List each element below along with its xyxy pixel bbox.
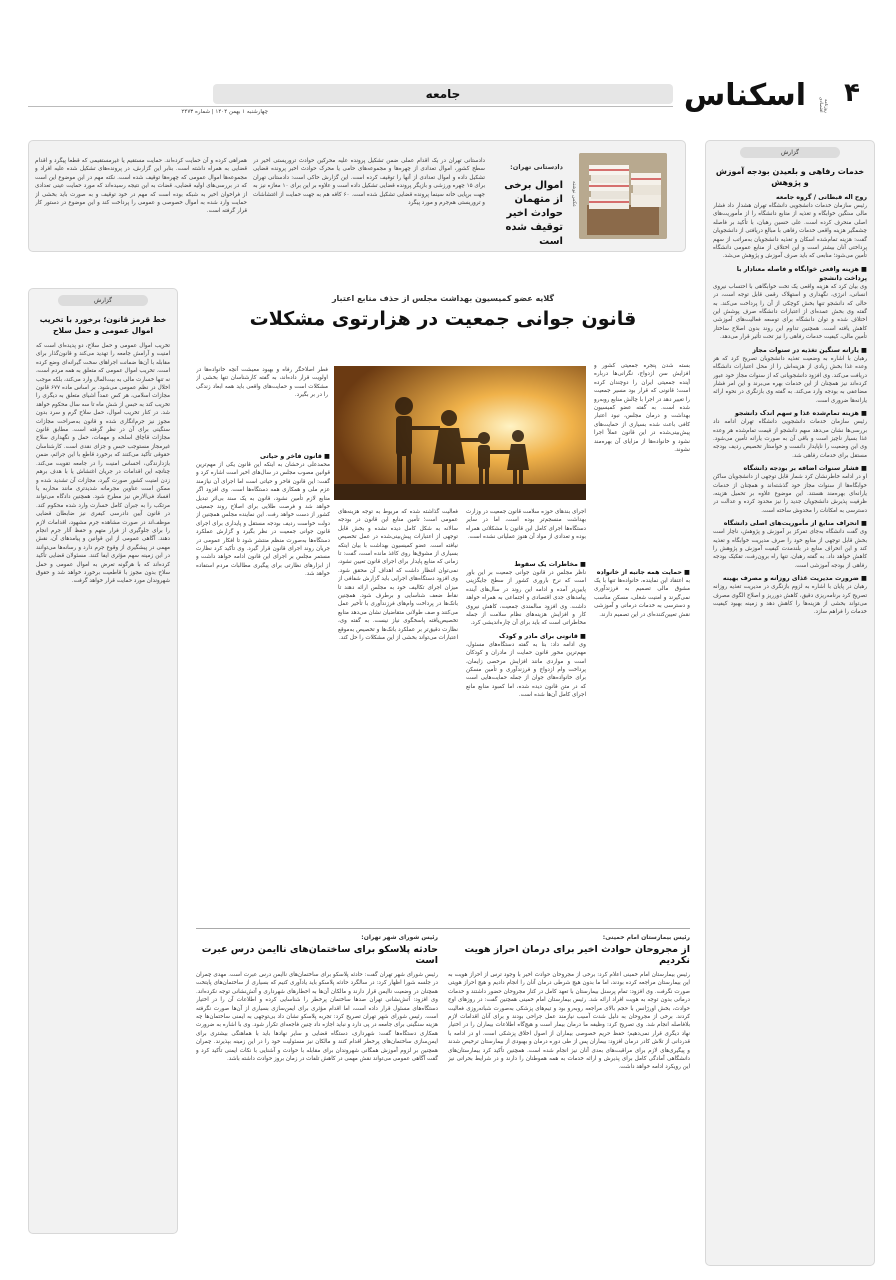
main-kicker: گلایه عضو کمیسیون بهداشت مجلس از حذف منابع اعتبار [331,294,555,303]
section-name [213,84,673,104]
left-article-sections [713,265,867,617]
main-col-b: فعالیت گذاشته شده که مربوط به توجه هزینه‌های عمومی است؛ تأمین منابع این قانون در بودجه سالانه به شکل کامل دیده نشده و بخش قابل توجهی از اعتبارات پیش‌بینی‌شده در عمل تخصیص نیافته است. عضو کمیسیون بهداشت با بیان اینکه بسیاری از مشوق‌ها روی کاغذ مانده است، گفت: تا زمانی که منابع پایدار برای اجرای قانون تعیین نشود، نمی‌توان انتظار داشت که اهداف آن محقق شود. وی افزود دستگاه‌های اجرایی باید گزارش شفافی از میزان اجرای تکالیف خود به مجلس ارائه دهند تا نقاط ضعف شناسایی و برطرف شود. همچنین بانک‌ها در پرداخت وام‌های فرزندآوری با تأخیر عمل می‌کنند و صف طولانی متقاضیان نشان می‌دهد منابع تخصیص‌یافته پاسخگوی نیاز نیست. به گفته وی، نظارت دقیق‌تر بر عملکرد بانک‌ها و تخصیص به‌موقع اعتبارات می‌تواند بخشی از این مشکلات را حل کند. [338,509,458,642]
header-rule [28,106,673,107]
top-story-col1: دادستانی تهران در یک اقدام عملی ضمن تشکیل پرونده علیه محرکین حوادث تروریستی اخیر در سطح کشور، اموال تعدادی از چهره‌ها و مجموعه‌های حامی یا محرک حوادث اخیر پرونده قضایی تشکیل داده و اموال تعدادی از آنها را توقیف کرده است. این گزارش حاکی است: دادستانی تهران برای ۱۵ چهره ورزشی و بازیگر پرونده قضایی تشکیل داده است و علاوه بر این برای ۱۰ مغازه نیز به جهت برپایی خانه سینما پرونده قضایی تشکیل شده است. ۶۰ کافه هم به جهت حمایت از اغتشاشات و تروریستی هم‌جرم و مورد پیگرد [253,158,485,207]
right-article-body: تخریب اموال عمومی و حمل سلاح، دو پدیده‌ای است که امنیت و آرامش جامعه را تهدید می‌کند و قانون‌گذار برای مقابله با آن‌ها ضمانت اجراهای سخت گیرانه‌ای وضع کرده است. تخریب اموال عمومی که متعلق به همه مردم است، نه تنها خسارت مالی به بیت‌المال وارد می‌کند، بلکه موجب اخلال در نظم عمومی می‌شود. بر اساس ماده ۶۷۷ قانون مجازات اسلامی، هر کس عمداً اشیای متعلق به دیگری را تخریب کند به حبس از شش ماه تا سه سال محکوم خواهد شد. در کنار تخریب اموال، حمل سلاح گرم و سرد بدون مجوز نیز جرم‌انگاری شده و قانون به‌صراحت مجازات سنگینی برای آن در نظر گرفته است. مطابق قانون مجازات قاچاق اسلحه و مهمات، حمل و نگهداری سلاح غیرمجاز مستوجب حبس و جزای نقدی است. کارشناسان حقوقی تأکید می‌کنند که برخورد قاطع با این جرائم، ضمن بازدارندگی، احساس امنیت را در جامعه تقویت می‌کند. چنانچه این اقدامات در جریان اغتشاش یا با هدف برهم زدن امنیت کشور صورت گیرد، مجازات آن تشدید شده و ممکن است عناوین مجرمانه شدیدتری مانند محاربه یا افساد فی‌الارض نیز مطرح شود. همچنین دادگاه می‌تواند مرتکب را به جبران کامل خسارت وارد شده محکوم کند. در قانون آیین دادرسی کیفری نیز ضابطان قضایی موظف‌اند در صورت مشاهده جرم مشهود، اقدامات لازم را برای جلوگیری از فرار متهم و حفظ آثار جرم انجام دهند. آگاهی عمومی از این قوانین و پیامدهای آن، نقش مهمی در پیشگیری از وقوع جرم دارد و رسانه‌ها می‌توانند در این زمینه سهم مؤثری ایفا کنند. مسئولان قضایی تأکید کرده‌اند که با هرگونه تعرض به اموال عمومی و حمل سلاح بدون مجوز با قاطعیت برخورد خواهد شد و حقوق شهروندان مورد حمایت قرار خواهد گرفت. [36,343,170,585]
section-heading: ■ قانون فاخر و حیاتی [260,453,330,460]
bottom-divider [196,928,690,929]
section-body: ناظر مجلس در قانون جوانی جمعیت بر این باور است که نرخ باروری کشور از سطح جایگزینی پایین‌تر آمده و ادامه این روند در سال‌های آینده پیامدهای جدی اقتصادی و اجتماعی به همراه خواهد داشت. وی افزود سالمندی جمعیت، کاهش نیروی کار و افزایش هزینه‌های نظام سلامت از جمله مخاطراتی است که باید برای آن چاره‌اندیشی کرد. [466,570,586,627]
top-story-col2: همراهی کرده و آن حمایت کرده‌اند. حمایت مستقیم یا غیرمستقیمی که قطعا پیگرد و اقدام قضایی به همراه داشته است. بنابر این گزارش، در پرونده‌های تشکیل شده علیه افراد و مجموعه‌ها اموال عمومی که چهره‌ها توقیف شده است. نکته مهم در این موضوع این است که در بررسی‌های اولیه قضایی، قضات به این نتیجه رسیده‌اند که مورد حمایت عینی تعدادی از فراخوان اخیر به شبکه بوده است که مهم در خود توقیف و به صورت باید بخشی از حمایت وارد شده به اموال خصوصی و عمومی را پرداخت کند و این موضوع در دستور کار قرار گرفته است. [35,158,247,215]
bottom-left-story [448,934,690,1264]
page-number: ۴ [844,78,860,108]
section-body: رهبان با اشاره به وضعیت تغذیه دانشجویان تصریح کرد که هر وعده غذا بخش زیادی از هزینه‌اش را از محل اعتبارات دانشگاه دریافت می‌کند. وی افزود دانشجویانی که از سنوات مجاز خود عبور کرده‌اند نیز همچنان از این خدمات بهره می‌برند و این امر فشار مضاعفی به بودجه وارد می‌کند. به گفته وی بازنگری در نحوه ارائه یارانه‌ها ضروری است. [713,355,867,404]
bottom-right-title: حادثه پلاسکو برای ساختمان‌های ناایمن درس عبرت است [201,944,438,966]
bottom-right-kicker: رئیس شورای شهر تهران: [361,934,438,941]
right-report-label-text: گزارش [93,297,113,304]
top-story-photo [579,153,667,239]
paper-family-image [334,366,586,500]
section-heading: ■ حمایت همه جانبه از خانواده [596,569,690,576]
bottom-right-story [196,934,438,1264]
top-story-panel [28,140,686,252]
main-col-a [466,556,586,891]
top-story-kicker: دادستانی تهران: [510,163,563,171]
section-heading: ■ هزینه واقعی خوابگاه و فاصله معنادار با پرداخت دانشجو [736,265,867,282]
section-body: وی بیان کرد که هزینه واقعی یک تخت خوابگاهی با احتساب نیروی انسانی، انرژی، نگهداری و استهلاک رقمی قابل توجه است، در حالی که دانشجو تنها بخش کوچکی از آن را پرداخت می‌کند. به گفته وی بخش عمده‌ای از اعتبارات دانشگاه صرف پوشش این اختلاف شده و توان دانشگاه برای توسعه فعالیت‌های آموزشی کاهش یافته است. همچنین تداوم این روند بدون اصلاح ساختار تأمین مالی، کیفیت خدمات رفاهی را نیز تحت تأثیر قرار می‌دهد. [713,283,867,341]
top-story-title: اموال برخی از متهمان حوادث اخیر توقیف شده است [504,180,563,247]
right-report-label [58,295,148,306]
right-column-panel [28,288,178,1234]
main-photo [334,366,586,500]
page-header [28,74,868,122]
section-heading: ■ مخاطرات یک سقوط [514,561,586,568]
report-label [740,147,840,158]
section-heading: ■ فشار سنوات اضافه بر بودجه دانشگاه [743,465,867,473]
section-heading: ■ قانونی برای مادر و کودک [499,632,586,640]
bottom-left-body: رئیس بیمارستان امام خمینی اعلام کرد: برخی از مجروحان حوادث اخیر با وجود ترس از احراز هویت به این بیمارستان مراجعه کرده بودند، اما ما بدون هیچ شرطی درمان آنان را انجام دادیم و هیچ احراز هویتی صورت نگرفت. وی افزود: تمام پرسنل بیمارستان با تعهد کامل در کنار مجروحان حضور داشتند و خدمات درمانی بدون توجه به هویت افراد ارائه شد. رئیس بیمارستان امام خمینی همچنین گفت: در روزهای اوج حوادث، بخش اورژانس با حجم بالای مراجعه روبه‌رو بود و تیم‌های پزشکی به‌صورت شبانه‌روزی فعالیت کردند. برخی از مجروحان به دلیل شدت آسیب نیازمند عمل جراحی بودند و برای آنان اقدامات لازم بلافاصله انجام شد. وی تصریح کرد: وظیفه ما درمان بیمار است و هیچ‌گاه اطلاعات بیماران را در اختیار نهاد دیگری قرار نمی‌دهیم؛ حفظ حریم خصوصی بیماران از اصول اخلاق پزشکی است. او در ادامه با قدردانی از تلاش کادر درمان افزود: بیماران پس از طی دوره درمان و بهبودی از بیمارستان ترخیص شدند و پیگیری‌های لازم برای مراقبت‌های بعدی آنان نیز انجام شده است. همچنین تأکید کرد بیمارستان‌های دانشگاهی آمادگی کامل برای پذیرش و ارائه خدمات به همه هموطنان را دارند و در شرایط بحرانی نیز این رویکرد ادامه خواهد داشت. [448,972,690,1071]
section-body: رئیس سازمان خدمات دانشجویی دانشگاه تهران ادامه داد بررسی‌ها نشان می‌دهد سهم دانشجو از قیمت تمام‌شده هر وعده غذا بسیار ناچیز است و باقی آن به صورت یارانه تأمین می‌شود. وی این وضعیت را ناپایدار دانست و خواستار تخصیص ردیف بودجه مستقل برای خدمات رفاهی شد. [713,419,867,459]
section-label: جامعه [425,87,461,101]
left-article-title: خدمات رفاهی و بلعیدن بودجه آموزش و پژوهش [715,167,865,187]
main-lead: بسته شدن پنجره جمعیتی کشور و افزایش سن ازدواج، نگرانی‌ها درباره آینده جمعیتی ایران را دوچندان کرده است؛ قانونی که قرار بود مسیر جمعیت را تغییر دهد در اجرا با چالش منابع روبه‌رو شده است. به گفته عضو کمیسیون بهداشت و درمان مجلس، نبود اعتبار کافی باعث شده بسیاری از حمایت‌های پیش‌بینی‌شده در این قانون عملاً اجرا نشود و خانواده‌ها از مزایای آن بهره‌مند نشوند. [594,363,690,454]
section-heading: ■ ضرورت مدیریت غذای روزانه و مصرف بهینه [722,575,867,583]
section-heading: ■ یارانه سنگین تغذیه در سنوات مجاز [752,346,867,354]
section-body: رهبان در پایان با اشاره به لزوم بازنگری در مدیریت تغذیه روزانه تصریح کرد برنامه‌ریزی دقیق، کاهش دورریز و اصلاح الگوی مصرف می‌تواند بخشی از هزینه‌ها را کاهش دهد و زمینه بهبود کیفیت خدمات را فراهم سازد. [713,584,867,616]
brand-tagline: روزنامه اقتصادی [818,97,828,113]
section-heading: ■ هزینه تمام‌شده غذا و سهم اندک دانشجو [735,410,867,418]
left-article-byline: روح اله قبطانی / گروه جامعه [776,194,867,201]
main-title: قانون جوانی جمعیت در هزارتوی مشکلات [249,308,637,330]
left-column-panel [705,140,875,1266]
section-body: او در ادامه خاطرنشان کرد شمار قابل توجهی از دانشجویان ساکن خوابگاه‌ها از سنوات مجاز خود گذشته‌اند و همچنان از خدمات یارانه‌ای بهره‌مند هستند. این موضوع علاوه بر تحمیل هزینه، ظرفیت پذیرش دانشجویان جدید را نیز محدود کرده و عدالت در دسترسی به امکانات را مخدوش ساخته است. [713,474,867,514]
section-body: وی گفت دانشگاه به‌جای تمرکز بر آموزش و پژوهش، ناچار است بخش قابل توجهی از منابع خود را صرف مدیریت خوابگاه و تغذیه کند و این انحراف منابع در بلندمدت کیفیت آموزش و پژوهش را کاهش خواهد داد. به گفته رهبان، تنها راه برون‌رفت، تفکیک بودجه رفاهی از بودجه آموزشی است. [713,529,867,569]
section-body: محمدعلی درخشان به اینکه این قانون یکی از مهم‌ترین قوانین مصوب مجلس در سال‌های اخیر است اشاره کرد و گفت: این قانون فاخر و حیاتی است اما اجرای آن نیازمند عزم ملی و همکاری همه دستگاه‌ها است. وی افزود اگر منابع لازم تأمین نشود، قانون به یک سند بی‌اثر تبدیل خواهد شد و فرصت طلایی برای اصلاح روند جمعیتی کشور از دست خواهد رفت. این نماینده مجلس همچنین از دولت خواست ردیف بودجه مستقل و پایداری برای اجرای قانون جوانی جمعیت در نظر بگیرد و گزارش عملکرد دستگاه‌ها به‌صورت منظم منتشر شود تا افکار عمومی در جریان روند اجرای قانون قرار گیرد. وی تأکید کرد نظارت مستمر مجلس بر اجرای این قانون ادامه خواهد داشت و از ابزارهای نظارتی برای پیگیری مطالبات مردم استفاده خواهد شد. [196,462,330,578]
section-body: وی ادامه داد: بنا به گفته دستگاه‌های مسئول، مهم‌ترین محور قانون حمایت از مادران و کودکان است و مواردی مانند افزایش مرخصی زایمان، پرداخت وام ازدواج و فرزندآوری و تأمین مسکن برای خانواده‌های جوان از جمله حمایت‌هایی است که در متن قانون دیده شده، اما کمبود منابع مانع اجرای کامل آن‌ها شده است. [466,641,586,699]
report-label-text: گزارش [780,149,800,156]
bottom-right-body: رئیس شورای شهر تهران گفت: حادثه پلاسکو برای ساختمان‌های ناایمن درس عبرت است. مهدی چمران در جلسه شورا اظهار کرد: در سالگرد حادثه پلاسکو باید یادآوری کنیم که بسیاری از ساختمان‌های پایتخت همچنان در وضعیت ناایمن قرار دارند و مالکان آن‌ها به اخطارهای شهرداری و آتش‌نشانی توجه نکرده‌اند. وی افزود: آتش‌نشانی تهران صدها ساختمان پرخطر را شناسایی کرده و اطلاعات آن را در اختیار دستگاه‌های مسئول قرار داده است، اما اقدام مؤثری برای ایمن‌سازی بسیاری از آن‌ها صورت نگرفته است. رئیس شورای شهر تهران تصریح کرد: تجربه پلاسکو نشان داد بی‌توجهی به ایمنی ساختمان‌ها چه هزینه سنگینی برای جامعه در پی دارد و نباید اجازه داد چنین فاجعه‌ای تکرار شود. وی با اشاره به ضرورت همکاری دستگاه‌ها گفت: شهرداری، دستگاه قضایی و سایر نهادها باید با هماهنگی بیشتری برای ایمن‌سازی ساختمان‌های پرخطر اقدام کنند و مالکان نیز مسئولیت خود را در این زمینه بپذیرند. چمران همچنین بر لزوم آموزش همگانی شهروندان برای مقابله با حوادث و آشنایی با نکات ایمنی تأکید کرد و گفت آگاهی عمومی می‌تواند نقش مهمی در کاهش تلفات در زمان بروز حوادث داشته باشد. [196,972,438,1063]
main-col-c [196,448,330,891]
bottom-left-title: از مجروحان حوادث اخیر برای درمان احراز هویت نکردیم [464,944,690,966]
issue-date: چهارشنبه ۱ بهمن ۱۴۰۴ | شماره ۲۴۷۳ [181,109,268,115]
brand-name: اسکناس [683,78,806,113]
main-mid-text: فطر اصلاحگر رفاه و بهبود معیشت آنچه خانواده‌ها در اولویت قرار داده‌اند، به گفته کارشناسان تنها بخشی از مشکلات است و حمایت‌های واقعی باید همه ابعاد زندگی را در بر بگیرد. [196,367,328,399]
main-story [196,288,690,893]
section-body: به اعتقاد این نماینده، خانواده‌ها تنها با یک مشوق مالی تصمیم به فرزندآوری نمی‌گیرند و امنیت شغلی، مسکن مناسب و دسترسی به خدمات درمانی و آموزشی نقش تعیین‌کننده‌ای در این تصمیم دارند. [594,578,690,618]
left-article-intro: رئیس سازمان خدمات دانشجویی دانشگاه تهران هشدار داد فشار مالی سنگین خوابگاه و تغذیه از منابع دانشگاه را از مأموریت‌های اصلی منحرف کرده است. علی حسین رهبان، با تأکید بر فاصله چشمگیر هزینه واقعی خدمات رفاهی با مبالغ دریافتی از دانشجویان گفت: هزینه تمام‌شده اسکان و تغذیه دانشجویان به‌مراتب از سهم پرداختی آنان بیشتر است و این اختلاف از منابع عمومی دانشگاه تأمین می‌شود؛ منابعی که باید صرف آموزش و پژوهش می‌شد. [713,203,867,260]
section-heading: ■ انحراف منابع از مأموریت‌های اصلی دانشگاه [723,520,867,528]
main-col-lead-sections [594,564,690,891]
photo-side-tag: عکس نوشته [571,181,577,208]
right-article-title: خط قرمز قانون؛ برخورد با تخریب اموال عمومی و حمل سلاح [39,315,167,335]
main-col-a-intro: اجرای بندهای حوزه سلامت قانون جمعیت در وزارت بهداشت منسجم‌تر بوده است، اما در سایر دستگاه‌ها اجرای کامل این قانون با مشکلاتی همراه بوده و تعدادی از مواد آن هنوز عملیاتی نشده است. [466,509,586,541]
bottom-left-kicker: رئیس بیمارستان امام خمینی: [602,934,690,941]
document-stack-icon [579,153,667,239]
brand-logo [683,74,828,120]
